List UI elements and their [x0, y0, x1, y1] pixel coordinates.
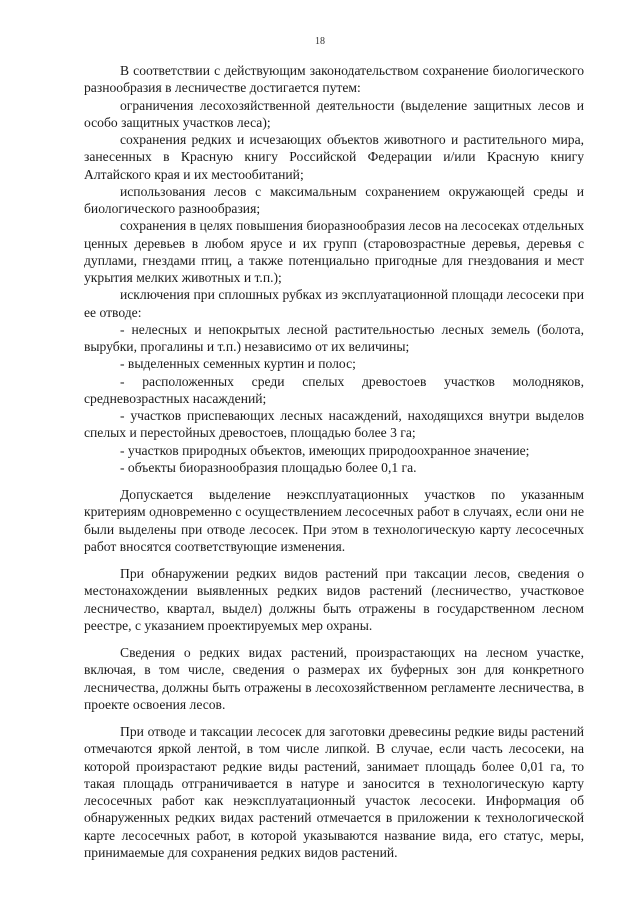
document-body [84, 62, 584, 861]
paragraph-valuable-trees: сохранения в целях повышения биоразнообразия лесов на лесосеках отдельных ценных деревьев в любом ярусе и их групп (старовозрастные деревья, деревья с дуплами, гнездами птиц, а также потенциально пригодные для гнездования и мест укрытия мелких животных и т.п.); [84, 218, 584, 285]
page-number: 18 [315, 36, 325, 47]
list-item-natural-objects: - участков природных объектов, имеющих природоохранное значение; [120, 442, 530, 458]
paragraph-rare-plants-inventory: При обнаружении редких видов растений при таксации лесов, сведения о местонахождении выявленных редких видов растений (лесничество, участковое лесничество, квартал, выдел) должны быть отражены в государственном лесном реестре, с указанием проектируемых мер охраны. [84, 566, 584, 633]
list-item-maturing-stands: - участков приспевающих лесных насаждений, находящихся внутри выделов спелых и перестойных древостоев, площадью более 3 га; [84, 408, 584, 441]
paragraph-intro: В соответствии с действующим законодательством сохранение биологического разнообразия в лесничестве достигается путем: [84, 63, 584, 96]
list-item-nonforest-lands: - нелесных и непокрытых лесной растительностью лесных земель (болота, вырубки, прогалины и т.п.) независимо от их величины; [84, 321, 584, 354]
list-item-biodiversity-objects: - объекты биоразнообразия площадью более 0,1 га. [120, 459, 417, 475]
paragraph-allowed-allocation: Допускается выделение неэксплуатационных участков по указанным критериям одновременно с осуществлением лесосечных работ в случаях, если они не были выделены при отводе лесосек. При этом в технологическую карту лесосечных работ вносятся соответствующие изменения. [84, 487, 584, 554]
paragraph-red-book: сохранения редких и исчезающих объектов животного и растительного мира, занесенных в Красную книгу Российской Федерации и/или Красную книгу Алтайского края и их местообитаний; [84, 132, 584, 182]
list-item-seed-stands: - выделенных семенных куртин и полос; [120, 356, 356, 372]
paragraph-forest-use: использования лесов с максимальным сохранением окружающей среды и биологического разнообразия; [84, 183, 584, 216]
paragraph-rare-plants-marking: При отводе и таксации лесосек для заготовки древесины редкие виды растений отмечаются яркой лентой, в том числе липкой. В случае, если часть лесосеки, на которой произрастают редкие виды растений, занимает площадь более 0,01 га, то такая площадь отграничивается в натуре и заносится в технологическую карту лесосечных работ как неэксплуатационный участок лесосеки. Информация об обнаруженных редких видах растений отмечается в приложении к технологической карте лесосечных работ, в которой указываются название вида, его статус, меры, принимаемые для сохранения редких видов растений. [84, 724, 584, 860]
paragraph-rare-plants-regulation: Сведения о редких видах растений, произрастающих на лесном участке, включая, в том числе, сведения о размерах их буферных зон для конкретного лесничества, должны быть отражены в лесохозяйственном регламенте лесничества, в проекте освоения лесов. [84, 645, 584, 712]
list-item-young-stands: - расположенных среди спелых древостоев участков молодняков, средневозрастных насаждений; [84, 373, 584, 406]
paragraph-protective-forests: ограничения лесохозяйственной деятельности (выделение защитных лесов и особо защитных участков леса); [84, 97, 584, 130]
paragraph-exclusions: исключения при сплошных рубках из эксплуатационной площади лесосеки при ее отводе: [84, 287, 584, 320]
